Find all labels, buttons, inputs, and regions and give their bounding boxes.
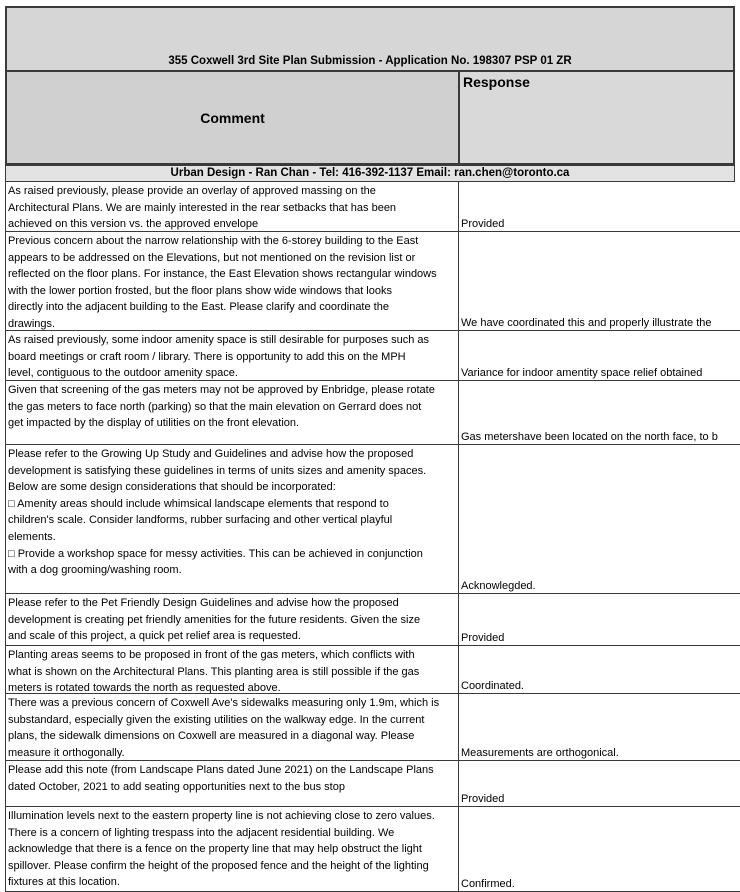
table-row <box>5 381 740 445</box>
response-text: Gas metershave been located on the north face, to b <box>461 431 718 443</box>
response-text: Provided <box>461 793 505 805</box>
document-title: 355 Coxwell 3rd Site Plan Submission - Application No. 198307 PSP 01 ZR <box>168 55 572 67</box>
response-text: Confirmed. <box>461 878 515 890</box>
table-row <box>5 445 740 594</box>
comment-cell[interactable]: Given that screening of the gas meters may not be approved by Enbridge, please rotate the gas meters to face north (parking) so that the main elevation on Gerrard does not get impacted by the display of utilities on the front elevation. <box>5 381 459 444</box>
table-row <box>5 182 740 232</box>
response-text: Acknowlegded. <box>461 580 536 592</box>
comment-cell[interactable]: Illumination levels next to the eastern property line is not achieving close to zero values. There is a concern of lighting trespass into the adjacent residential building. We acknowledge that there is a fence on the property line that may help obstruct the light spillover. Please confirm the height of the proposed fence and the height of the lighting fixtures at this location. <box>5 807 459 891</box>
response-cell[interactable] <box>459 182 740 231</box>
comment-cell[interactable]: As raised previously, please provide an overlay of approved massing on the Architectural Plans. We are mainly interested in the rear setbacks that has been achieved on this version vs. the approved envelope <box>5 182 459 231</box>
comment-cell[interactable]: Previous concern about the narrow relationship with the 6-storey building to the East appears to be addressed on the Elevations, but not mentioned on the revision list or reflected on the floor plans. For instance, the East Elevation shows rectangular windows with the lower portion frosted, but the floor plans show wide windows that looks directly into the adjacent building to the East. Please clarify and coordinate the drawings. <box>5 232 459 330</box>
comment-cell[interactable]: Planting areas seems to be proposed in front of the gas meters, which conflicts with what is shown on the Architectural Plans. This planting area is still possible if the gas meters is rotated towards the north as requested above. <box>5 646 459 693</box>
table-row <box>5 646 740 694</box>
table-row <box>5 331 740 381</box>
response-cell[interactable] <box>459 761 740 806</box>
table-row <box>5 807 740 892</box>
comment-cell[interactable]: Please add this note (from Landscape Plans dated June 2021) on the Landscape Plans dated October, 2021 to add seating opportunities next to the bus stop <box>5 761 459 806</box>
response-text: Provided <box>461 218 505 230</box>
comment-cell[interactable]: Please refer to the Growing Up Study and Guidelines and advise how the proposed development is satisfying these guidelines in terms of units sizes and amenity spaces. Below are some design considerations that should be incorporated: □ Amenity areas should include whimsical landscape elements that respond to children's scale. Consider landforms, rubber surfacing and other vertical playful elements. □ Provide a workshop space for messy activities. This can be achieved in conjunction with a dog grooming/washing room. <box>5 445 459 593</box>
comment-column-header: Comment <box>7 72 460 163</box>
title-band <box>5 6 735 72</box>
table-row <box>5 232 740 331</box>
response-text: Provided <box>461 632 505 644</box>
response-text: Coordinated. <box>461 680 524 692</box>
response-cell[interactable] <box>459 694 740 760</box>
response-text: Variance for indoor amentity space relief obtained <box>461 367 703 379</box>
response-cell[interactable] <box>459 646 740 693</box>
comment-cell[interactable]: As raised previously, some indoor amenity space is still desirable for purposes such as board meetings or craft room / library. There is opportunity to add this on the MPH level, contiguous to the outdoor amenity space. <box>5 331 459 380</box>
response-cell[interactable] <box>459 331 740 380</box>
response-cell[interactable] <box>459 807 740 891</box>
response-cell[interactable] <box>459 594 740 645</box>
comment-cell[interactable]: There was a previous concern of Coxwell Ave's sidewalks measuring only 1.9m, which is substandard, especially given the existing utilities on the walkway edge. In the current plans, the sidewalk dimensions on Coxwell are measured in a diagonal way. Please measure it orthogonally. <box>5 694 459 760</box>
table-row <box>5 594 740 646</box>
table-header <box>5 72 735 165</box>
response-cell[interactable] <box>459 445 740 593</box>
response-cell[interactable] <box>459 381 740 444</box>
table-row <box>5 694 740 761</box>
response-column-header: Response <box>460 72 733 163</box>
table-row <box>5 761 740 807</box>
response-cell[interactable] <box>459 232 740 330</box>
comment-rows <box>5 182 740 892</box>
response-text: Measurements are orthogonical. <box>461 747 619 759</box>
response-text: We have coordinated this and properly illustrate the <box>461 317 712 329</box>
section-heading: Urban Design - Ran Chan - Tel: 416-392-1137 Email: ran.chen@toronto.ca <box>5 165 735 182</box>
comment-cell[interactable]: Please refer to the Pet Friendly Design Guidelines and advise how the proposed development is creating pet friendly amenities for the future residents. Given the size and scale of this project, a quick pet relief area is requested. <box>5 594 459 645</box>
